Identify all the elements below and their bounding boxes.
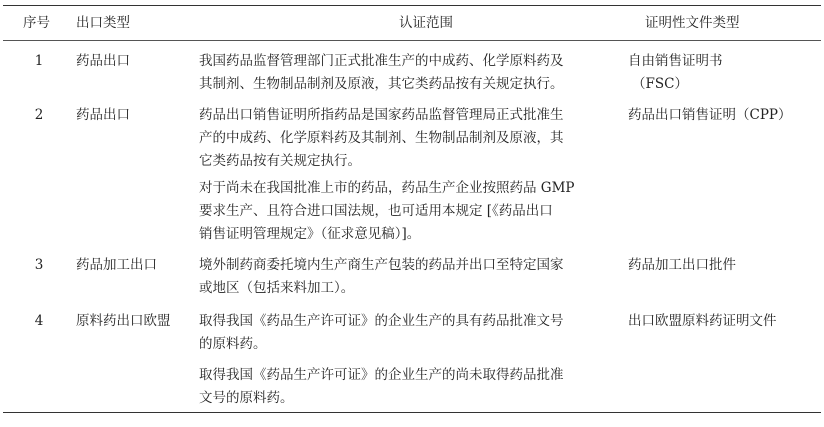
row2-scope-line: 销售证明管理规定》（征求意见稿）]。 — [199, 226, 421, 242]
row3-proof-type — [628, 254, 736, 277]
row3-export-type: 药品加工出口 — [76, 257, 157, 273]
table-header-rule — [3, 40, 821, 41]
row2-scope-paragraph-2 — [199, 177, 619, 246]
row4-scope-line: 文号的原料药。 — [199, 390, 294, 406]
row4-scope-paragraph-1 — [199, 310, 619, 356]
table-top-rule — [3, 5, 821, 6]
header-no: 序号 — [23, 15, 50, 31]
row2-scope-line: 对于尚未在我国批准上市的药品，药品生产企业按照药品 GMP — [199, 180, 575, 196]
row1-scope-line: 我国药品监督管理部门正式批准生产的中成药、化学原料药及 — [199, 53, 564, 69]
row4-export-type: 原料药出口欧盟 — [76, 313, 171, 329]
row2-proof-type — [628, 104, 792, 127]
row2-proof-line: 药品出口销售证明（CPP） — [628, 107, 792, 123]
row2-scope-line: 药品出口销售证明所指药品是国家药品监督管理局正式批准生 — [199, 107, 564, 123]
row2-scope-line: 要求生产、且符合进口国法规，也可适用本规定 [《药品出口 — [199, 203, 553, 219]
header-export-type: 出口类型 — [76, 15, 130, 31]
row2-scope-line: 它类药品按有关规定执行。 — [199, 153, 361, 169]
row4-scope-paragraph-2 — [199, 364, 619, 410]
row1-scope-line: 其制剂、生物制品制剂及原液，其它类药品按有关规定执行。 — [199, 76, 564, 92]
row2-no: 2 — [34, 107, 44, 123]
table-bottom-rule — [3, 412, 821, 413]
row3-scope-paragraph-1 — [199, 254, 619, 300]
row1-proof-line: 自由销售证明书 — [628, 53, 723, 69]
row1-proof-type — [628, 50, 723, 96]
row1-no: 1 — [34, 53, 44, 69]
row1-scope-paragraph-1 — [199, 50, 619, 96]
row3-scope-line: 或地区（包括来料加工）。 — [199, 280, 355, 296]
row4-scope-line: 的原料药。 — [199, 336, 267, 352]
row4-proof-type — [628, 310, 777, 333]
row4-proof-line: 出口欧盟原料药证明文件 — [628, 313, 777, 329]
row3-proof-line: 药品加工出口批件 — [628, 257, 736, 273]
row4-scope-line: 取得我国《药品生产许可证》的企业生产的具有药品批准文号 — [199, 313, 564, 329]
export-certification-table — [3, 3, 821, 421]
row4-scope-line: 取得我国《药品生产许可证》的企业生产的尚未取得药品批准 — [199, 367, 564, 383]
row2-scope-paragraph-1 — [199, 104, 619, 173]
header-proof-type: 证明性文件类型 — [645, 15, 740, 31]
row3-no: 3 — [34, 257, 44, 273]
row2-scope-line: 产的中成药、化学原料药及其制剂、生物制品制剂及原液，其 — [199, 130, 564, 146]
row1-proof-line: （FSC） — [632, 76, 688, 92]
row4-no: 4 — [34, 313, 44, 329]
row1-export-type: 药品出口 — [76, 53, 130, 69]
row2-export-type: 药品出口 — [76, 107, 130, 123]
row3-scope-line: 境外制药商委托境内生产商生产包装的药品并出口至特定国家 — [199, 257, 564, 273]
header-scope: 认证范围 — [399, 15, 453, 31]
